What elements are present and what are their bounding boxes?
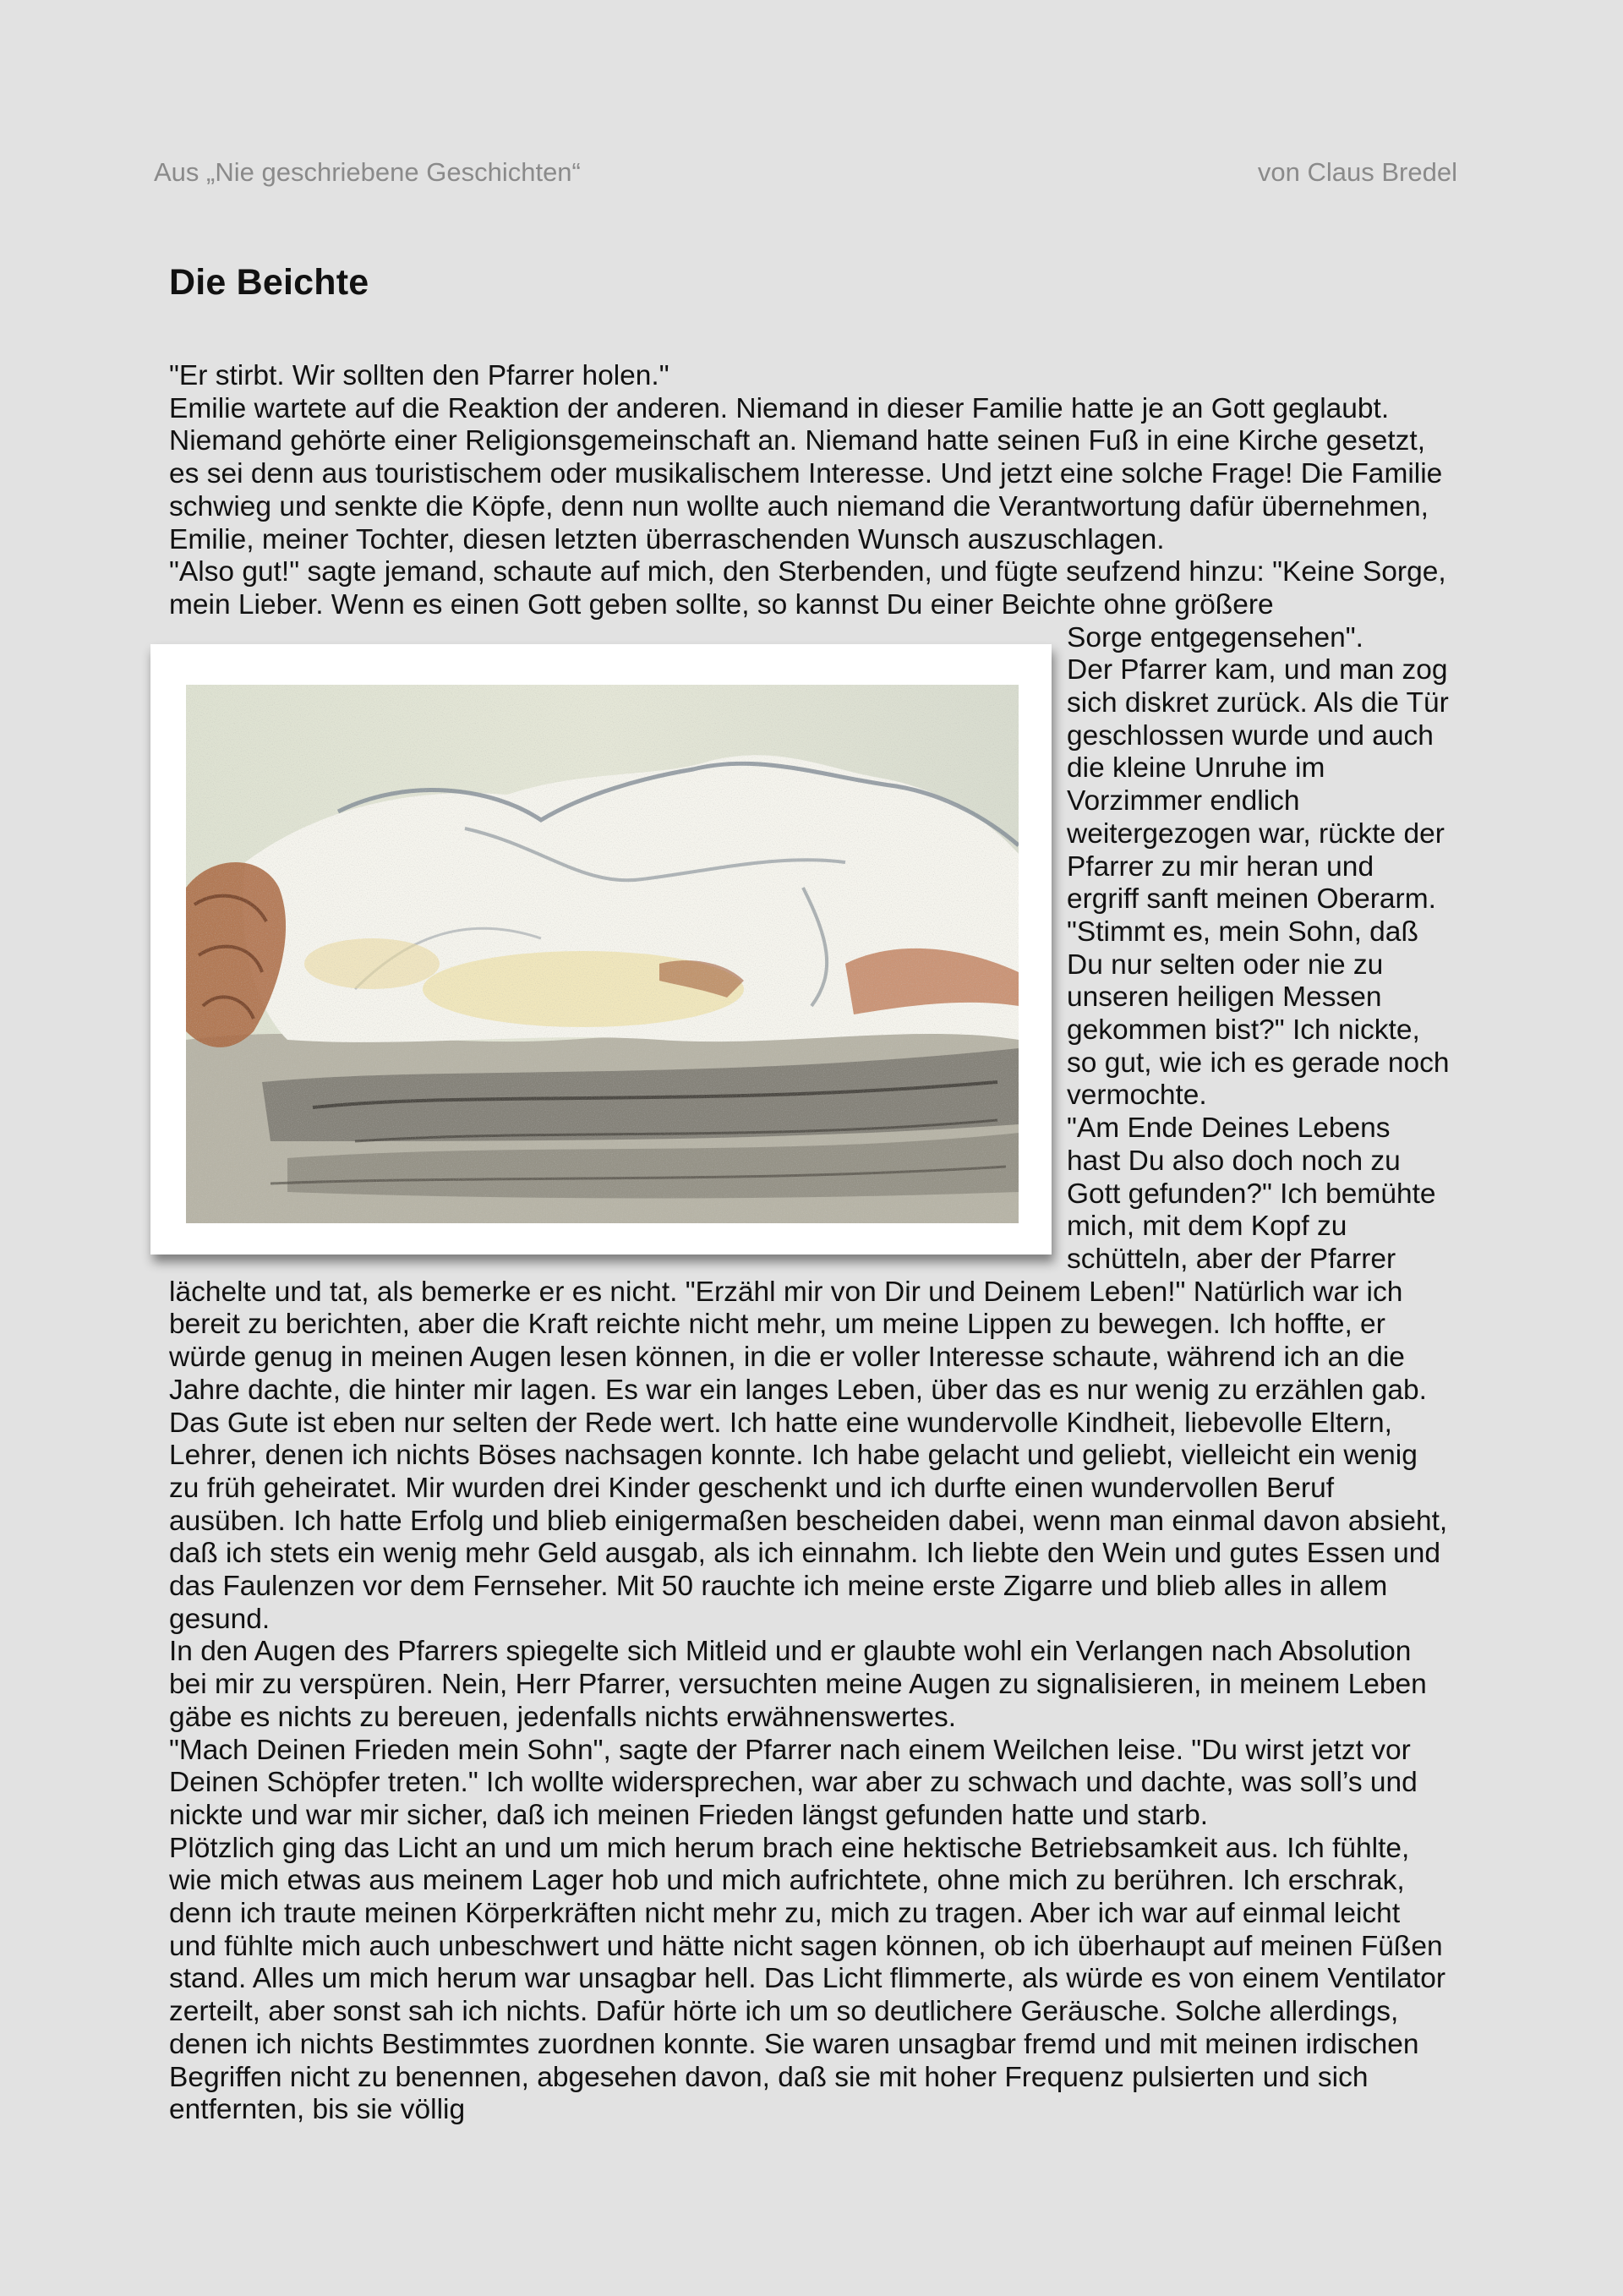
paragraph: "Am Ende Deines Lebens hast Du also doch noch zu Gott gefunden?" Ich bemühte mich, mit dem Kopf zu schütteln, aber der Pfarrer lächelte und tat, als bemerke er es nicht. "Erzähl mir von Dir und Deinem Leben!" Natürlich war ich bereit zu berichten, aber die Kraft reichte nicht mehr, um meine Lippen zu bewegen. Ich hoffte, er würde genug in meinen Augen lesen können, in die er voller Interesse schaute, während ich an die Jahre dachte, die hinter mir lagen. Es war ein langes Leben, über das es nur wenig zu erzählen gab. Das Gute ist eben nur selten der Rede wert. Ich hatte eine wundervolle Kindheit, liebevolle Eltern, Lehrer, denen ich nichts Böses nachsagen konnte. Ich habe gelacht und geliebt, vielleicht ein wenig zu früh geheiratet. Mir wurden drei Kinder geschenkt und ich durfte einen wundervollen Beruf ausüben. Ich hatte Erfolg und blieb einigermaßen bescheiden dabei, wenn man einmal davon absieht, daß ich stets ein wenig mehr Geld ausgab, als ich einnahm. Ich liebte den Wein und gutes Essen und das Faulenzen vor dem Fernseher. Mit 50 rauchte ich meine erste Zigarre und blieb alles in allem gesund. [169,1112,1448,1635]
paragraph: Sorge entgegensehen". [1067,621,1363,653]
paragraph: "Also gut!" sagte jemand, schaute auf mich, den Sterbenden, und fügte seufzend hinzu: "Keine Sorge, mein Lieber. Wenn es einen Gott geben sollte, so kannst Du einer Beichte ohne größere [169,556,1446,620]
header-book-title: Aus „Nie geschriebene Geschichten“ [154,157,581,187]
sketch-grain [186,685,1019,1223]
story-content [169,254,1451,2127]
paragraph: "Er stirbt. Wir sollten den Pfarrer holen." [169,360,669,391]
header-author: von Claus Bredel [1257,157,1457,187]
story-body [169,360,1451,2127]
illustration-figure [150,644,1052,1255]
paragraph: In den Augen des Pfarrers spiegelte sich Mitleid und er glaubte wohl ein Verlangen nach Absolution bei mir zu verspüren. Nein, Herr Pfarrer, versuchten meine Augen zu signalisieren, in meinem Leben gäbe es nichts zu bereuen, jedenfalls nichts erwähnenswertes. [169,1636,1427,1733]
story-title: Die Beichte [169,262,369,303]
pastel-sketch-illustration [186,685,1019,1223]
paragraph: Plötzlich ging das Licht an und um mich herum brach eine hektische Betriebsamkeit aus. Ich fühlte, wie mich etwas aus meinem Lager hob und mich aufrichtete, ohne mich zu berühren. Ich erschrak, denn ich traute meinen Körperkräften nicht mehr zu, mich zu tragen. Aber ich war auf einmal leicht und fühlte mich auch unbeschwert und hätte nicht sagen können, ob ich überhaupt auf meinen Füßen stand. Alles um mich herum war unsagbar hell. Das Licht flimmerte, als würde es von einem Ventilator zerteilt, aber sonst sah ich nichts. Dafür hörte ich um so deutlichere Geräusche. Solche allerdings, denen ich nichts Bestimmtes zuordnen konnte. Sie waren unsagbar fremd und mit meinen irdischen Begriffen nicht zu benennen, abgesehen davon, daß sie mit hoher Frequenz pulsierten und sich entfernten, bis sie völlig [169,1832,1446,2126]
paragraph: Emilie wartete auf die Reaktion der anderen. Niemand in dieser Familie hatte je an Gott geglaubt. Niemand gehörte einer Religionsgemeinschaft an. Niemand hatte seinen Fuß in eine Kirche gesetzt, es sei denn aus touristischem oder musikalischem Interesse. Und jetzt eine solche Frage! Die Familie schwieg und senkte die Köpfe, denn nun wollte auch niemand die Verantwortung dafür übernehmen, Emilie, meiner Tochter, diesen letzten überraschenden Wunsch auszuschlagen. [169,392,1443,555]
paragraph: Der Pfarrer kam, und man zog sich diskret zurück. Als die Tür geschlossen wurde und auch die kleine Unruhe im Vorzimmer endlich weitergezogen war, rückte der Pfarrer zu mir heran und ergriff sanft meinen Oberarm. "Stimmt es, mein Sohn, daß Du nur selten oder nie zu unseren heiligen Messen gekommen bist?" Ich nickte, so gut, wie ich es gerade noch vermochte. [1067,654,1450,1112]
paragraph: "Mach Deinen Frieden mein Sohn", sagte der Pfarrer nach einem Weilchen leise. "Du wirst jetzt vor Deinen Schöpfer treten." Ich wollte widersprechen, war aber zu schwach und dachte, was soll’s und nickte und war mir sicher, daß ich meinen Frieden längst gefunden hatte und starb. [169,1734,1418,1831]
